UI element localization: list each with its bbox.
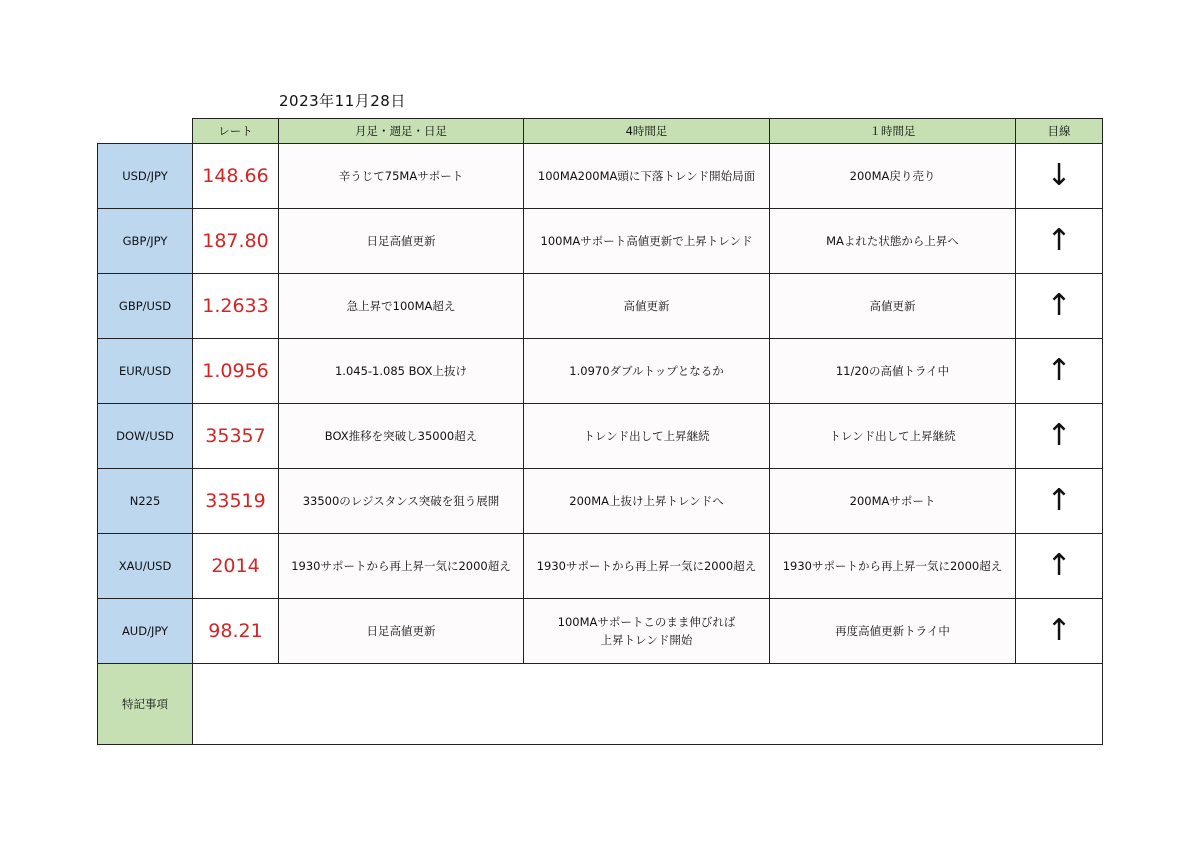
- h4-cell: 100MA200MA頭に下落トレンド開始局面: [524, 144, 770, 209]
- h4-cell: 1.0970ダブルトップとなるか: [524, 339, 770, 404]
- rate-value: 1.2633: [193, 274, 279, 339]
- h1-cell: 200MAサポート: [770, 469, 1016, 534]
- pair-label: GBP/USD: [98, 274, 193, 339]
- h1-cell: 1930サポートから再上昇一気に2000超え: [770, 534, 1016, 599]
- rate-value: 35357: [193, 404, 279, 469]
- monthly-weekly-daily-cell: 1.045-1.085 BOX上抜け: [279, 339, 524, 404]
- rate-value: 1.0956: [193, 339, 279, 404]
- notes-body[interactable]: [193, 664, 1103, 745]
- pair-label: XAU/USD: [98, 534, 193, 599]
- monthly-weekly-daily-cell: 急上昇で100MA超え: [279, 274, 524, 339]
- table-row: [98, 339, 1103, 404]
- monthly-weekly-daily-cell: 日足高値更新: [279, 209, 524, 274]
- h1-cell: 11/20の高値トライ中: [770, 339, 1016, 404]
- h1-cell: トレンド出して上昇継続: [770, 404, 1016, 469]
- pair-label: GBP/JPY: [98, 209, 193, 274]
- table-row: [98, 144, 1103, 209]
- pair-label: AUD/JPY: [98, 599, 193, 664]
- header-target: 目線: [1016, 119, 1103, 144]
- header-row: [98, 119, 1103, 144]
- table-row: [98, 599, 1103, 664]
- header-4h: 4時間足: [524, 119, 770, 144]
- table-row: [98, 209, 1103, 274]
- up-arrow-icon: ↑: [1016, 469, 1103, 534]
- up-arrow-icon: ↑: [1016, 599, 1103, 664]
- up-arrow-icon: ↑: [1016, 404, 1103, 469]
- h1-cell: 再度高値更新トライ中: [770, 599, 1016, 664]
- h1-cell: MAよれた状態から上昇へ: [770, 209, 1016, 274]
- report-date: 2023年11月28日: [279, 92, 406, 110]
- rate-value: 33519: [193, 469, 279, 534]
- table-row: [98, 404, 1103, 469]
- header-rate: レート: [193, 119, 279, 144]
- up-arrow-icon: ↑: [1016, 274, 1103, 339]
- down-arrow-icon: ↓: [1016, 144, 1103, 209]
- up-arrow-icon: ↑: [1016, 339, 1103, 404]
- h4-cell: トレンド出して上昇継続: [524, 404, 770, 469]
- pair-label: DOW/USD: [98, 404, 193, 469]
- rate-value: 2014: [193, 534, 279, 599]
- monthly-weekly-daily-cell: BOX推移を突破し35000超え: [279, 404, 524, 469]
- table-row: [98, 534, 1103, 599]
- h4-cell: 1930サポートから再上昇一気に2000超え: [524, 534, 770, 599]
- rate-value: 148.66: [193, 144, 279, 209]
- table-row: [98, 274, 1103, 339]
- up-arrow-icon: ↑: [1016, 534, 1103, 599]
- table-row: [98, 469, 1103, 534]
- header-corner: [98, 119, 193, 144]
- pair-label: EUR/USD: [98, 339, 193, 404]
- header-1h: １時間足: [770, 119, 1016, 144]
- h4-cell: 200MA上抜け上昇トレンドへ: [524, 469, 770, 534]
- rate-value: 98.21: [193, 599, 279, 664]
- h1-cell: 高値更新: [770, 274, 1016, 339]
- notes-row: [98, 664, 1103, 745]
- monthly-weekly-daily-cell: 日足高値更新: [279, 599, 524, 664]
- monthly-weekly-daily-cell: 1930サポートから再上昇一気に2000超え: [279, 534, 524, 599]
- h4-cell: 高値更新: [524, 274, 770, 339]
- header-monthly-weekly-daily: 月足・週足・日足: [279, 119, 524, 144]
- h4-cell: 100MAサポート高値更新で上昇トレンド: [524, 209, 770, 274]
- rate-value: 187.80: [193, 209, 279, 274]
- pair-label: N225: [98, 469, 193, 534]
- monthly-weekly-daily-cell: 辛うじて75MAサポート: [279, 144, 524, 209]
- notes-label: 特記事項: [98, 664, 193, 745]
- h4-cell: 100MAサポートこのまま伸びれば 上昇トレンド開始: [524, 599, 770, 664]
- forex-analysis-table: [97, 118, 1103, 745]
- pair-label: USD/JPY: [98, 144, 193, 209]
- monthly-weekly-daily-cell: 33500のレジスタンス突破を狙う展開: [279, 469, 524, 534]
- up-arrow-icon: ↑: [1016, 209, 1103, 274]
- h1-cell: 200MA戻り売り: [770, 144, 1016, 209]
